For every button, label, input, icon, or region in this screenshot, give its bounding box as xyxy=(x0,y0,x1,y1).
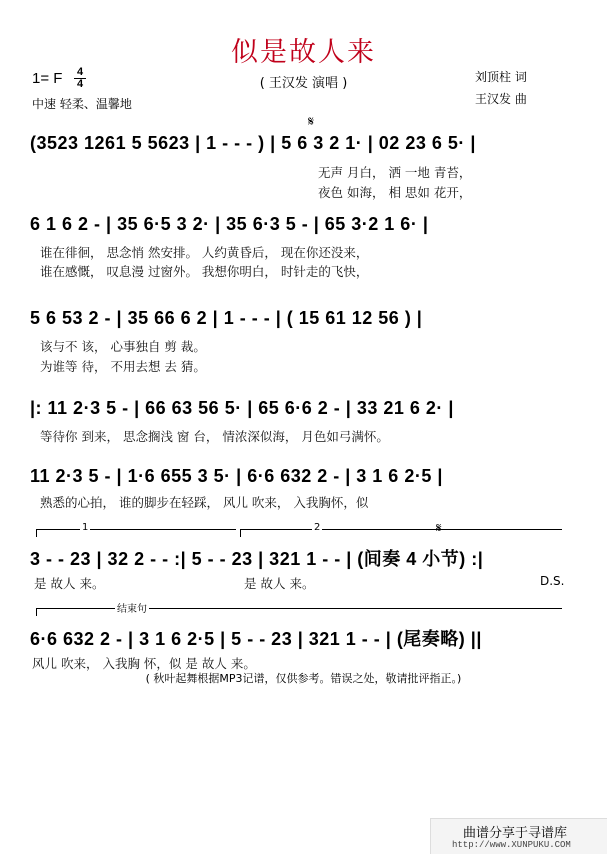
composer-credit: 王汉发 曲 xyxy=(475,92,527,106)
lyrics-line-3a: 该与不 该， 心事独自 剪 裁。 xyxy=(40,339,206,354)
song-title: 似是故人来 xyxy=(231,37,376,68)
lyricist-credit: 刘顶柱 词 xyxy=(475,70,527,84)
notes-line-2: 6 1 6 2 - | 35 6·5 3 2· | 35 6·3 5 - | 65 3·2 1 6· | xyxy=(30,214,429,234)
segno-sign-2: 𝄋 xyxy=(436,521,442,536)
lyrics-line-1b: 夜色 如海， 相 思如 花开， xyxy=(318,185,472,200)
footer-site-url: http://www.XUNPUKU.COM xyxy=(452,840,571,850)
tempo-marking: 中速 轻柔、温馨地 xyxy=(32,97,132,111)
lyrics-line-3b: 为谁等 待， 不用去想 去 猜。 xyxy=(40,359,206,374)
key-signature: 1= F xyxy=(32,70,63,87)
lyrics-line-1a: 无声 月白， 洒 一地 青苔， xyxy=(318,165,472,180)
notes-line-3: 5 6 53 2 - | 35 66 6 2 | 1 - - - | ( 15 61 12 56 ) | xyxy=(30,308,423,328)
notes-line-1: (3523 1261 5 5623 | 1 - - - ) | 5 6 3 2 1· | 02 23 6 5· | xyxy=(30,133,476,153)
singer-credit: ( 王汉发 演唱 ) xyxy=(259,76,348,91)
lyrics-line-5: 熟悉的心拍， 谁的脚步在轻踩， 风儿 吹来， 入我胸怀，似 xyxy=(40,495,369,510)
notes-line-4: |: 11 2·3 5 - | 66 63 56 5· | 65 6·6 2 - | 33 21 6 2· | xyxy=(30,398,454,418)
notes-line-6: 3 - - 23 | 32 2 - - :| 5 - - 23 | 321 1 - - | (间奏 4 小节) :| xyxy=(30,549,484,569)
notes-line-7: 6·6 632 2 - | 3 1 6 2·5 | 5 - - 23 | 321 1 - - | (尾奏略) || xyxy=(30,629,482,649)
lyrics-line-4: 等待你 到来， 思念搁浅 窗 台， 情浓深似海， 月色如弓满怀。 xyxy=(40,429,389,444)
lyrics-line-6a: 是 故人 来。 xyxy=(34,576,105,591)
meter-top: 4 xyxy=(76,66,84,78)
transcription-note: ( 秋叶起舞根据MP3记谱，仅供参考。错误之处，敬请批评指正。) xyxy=(145,672,462,685)
ending-label: 结束句 xyxy=(115,600,149,615)
lyrics-line-2a: 谁在徘徊， 思念悄 然安排。 人约黄昏后， 现在你还没来， xyxy=(40,245,369,260)
lyrics-line-7: 风儿 吹来， 入我胸 怀，似 是 故人 来。 xyxy=(32,656,256,671)
volta-1-label: 1 xyxy=(82,522,89,533)
lyrics-line-2b: 谁在感慨， 叹息漫 过窗外。 我想你明白， 时针走的飞快， xyxy=(40,264,369,279)
meter-bottom: 4 xyxy=(76,78,84,90)
footer-site-name: 曲谱分享于寻谱库 xyxy=(463,826,568,841)
notes-line-5: 11 2·3 5 - | 1·6 655 3 5· | 6·6 632 2 - | 3 1 6 2·5 | xyxy=(30,466,443,486)
volta-2-label: 2 xyxy=(314,522,321,533)
lyrics-line-6b: 是 故人 来。 xyxy=(244,576,315,591)
segno-sign: 𝄋 xyxy=(308,114,315,130)
ds-marking: D.S. xyxy=(540,574,565,588)
